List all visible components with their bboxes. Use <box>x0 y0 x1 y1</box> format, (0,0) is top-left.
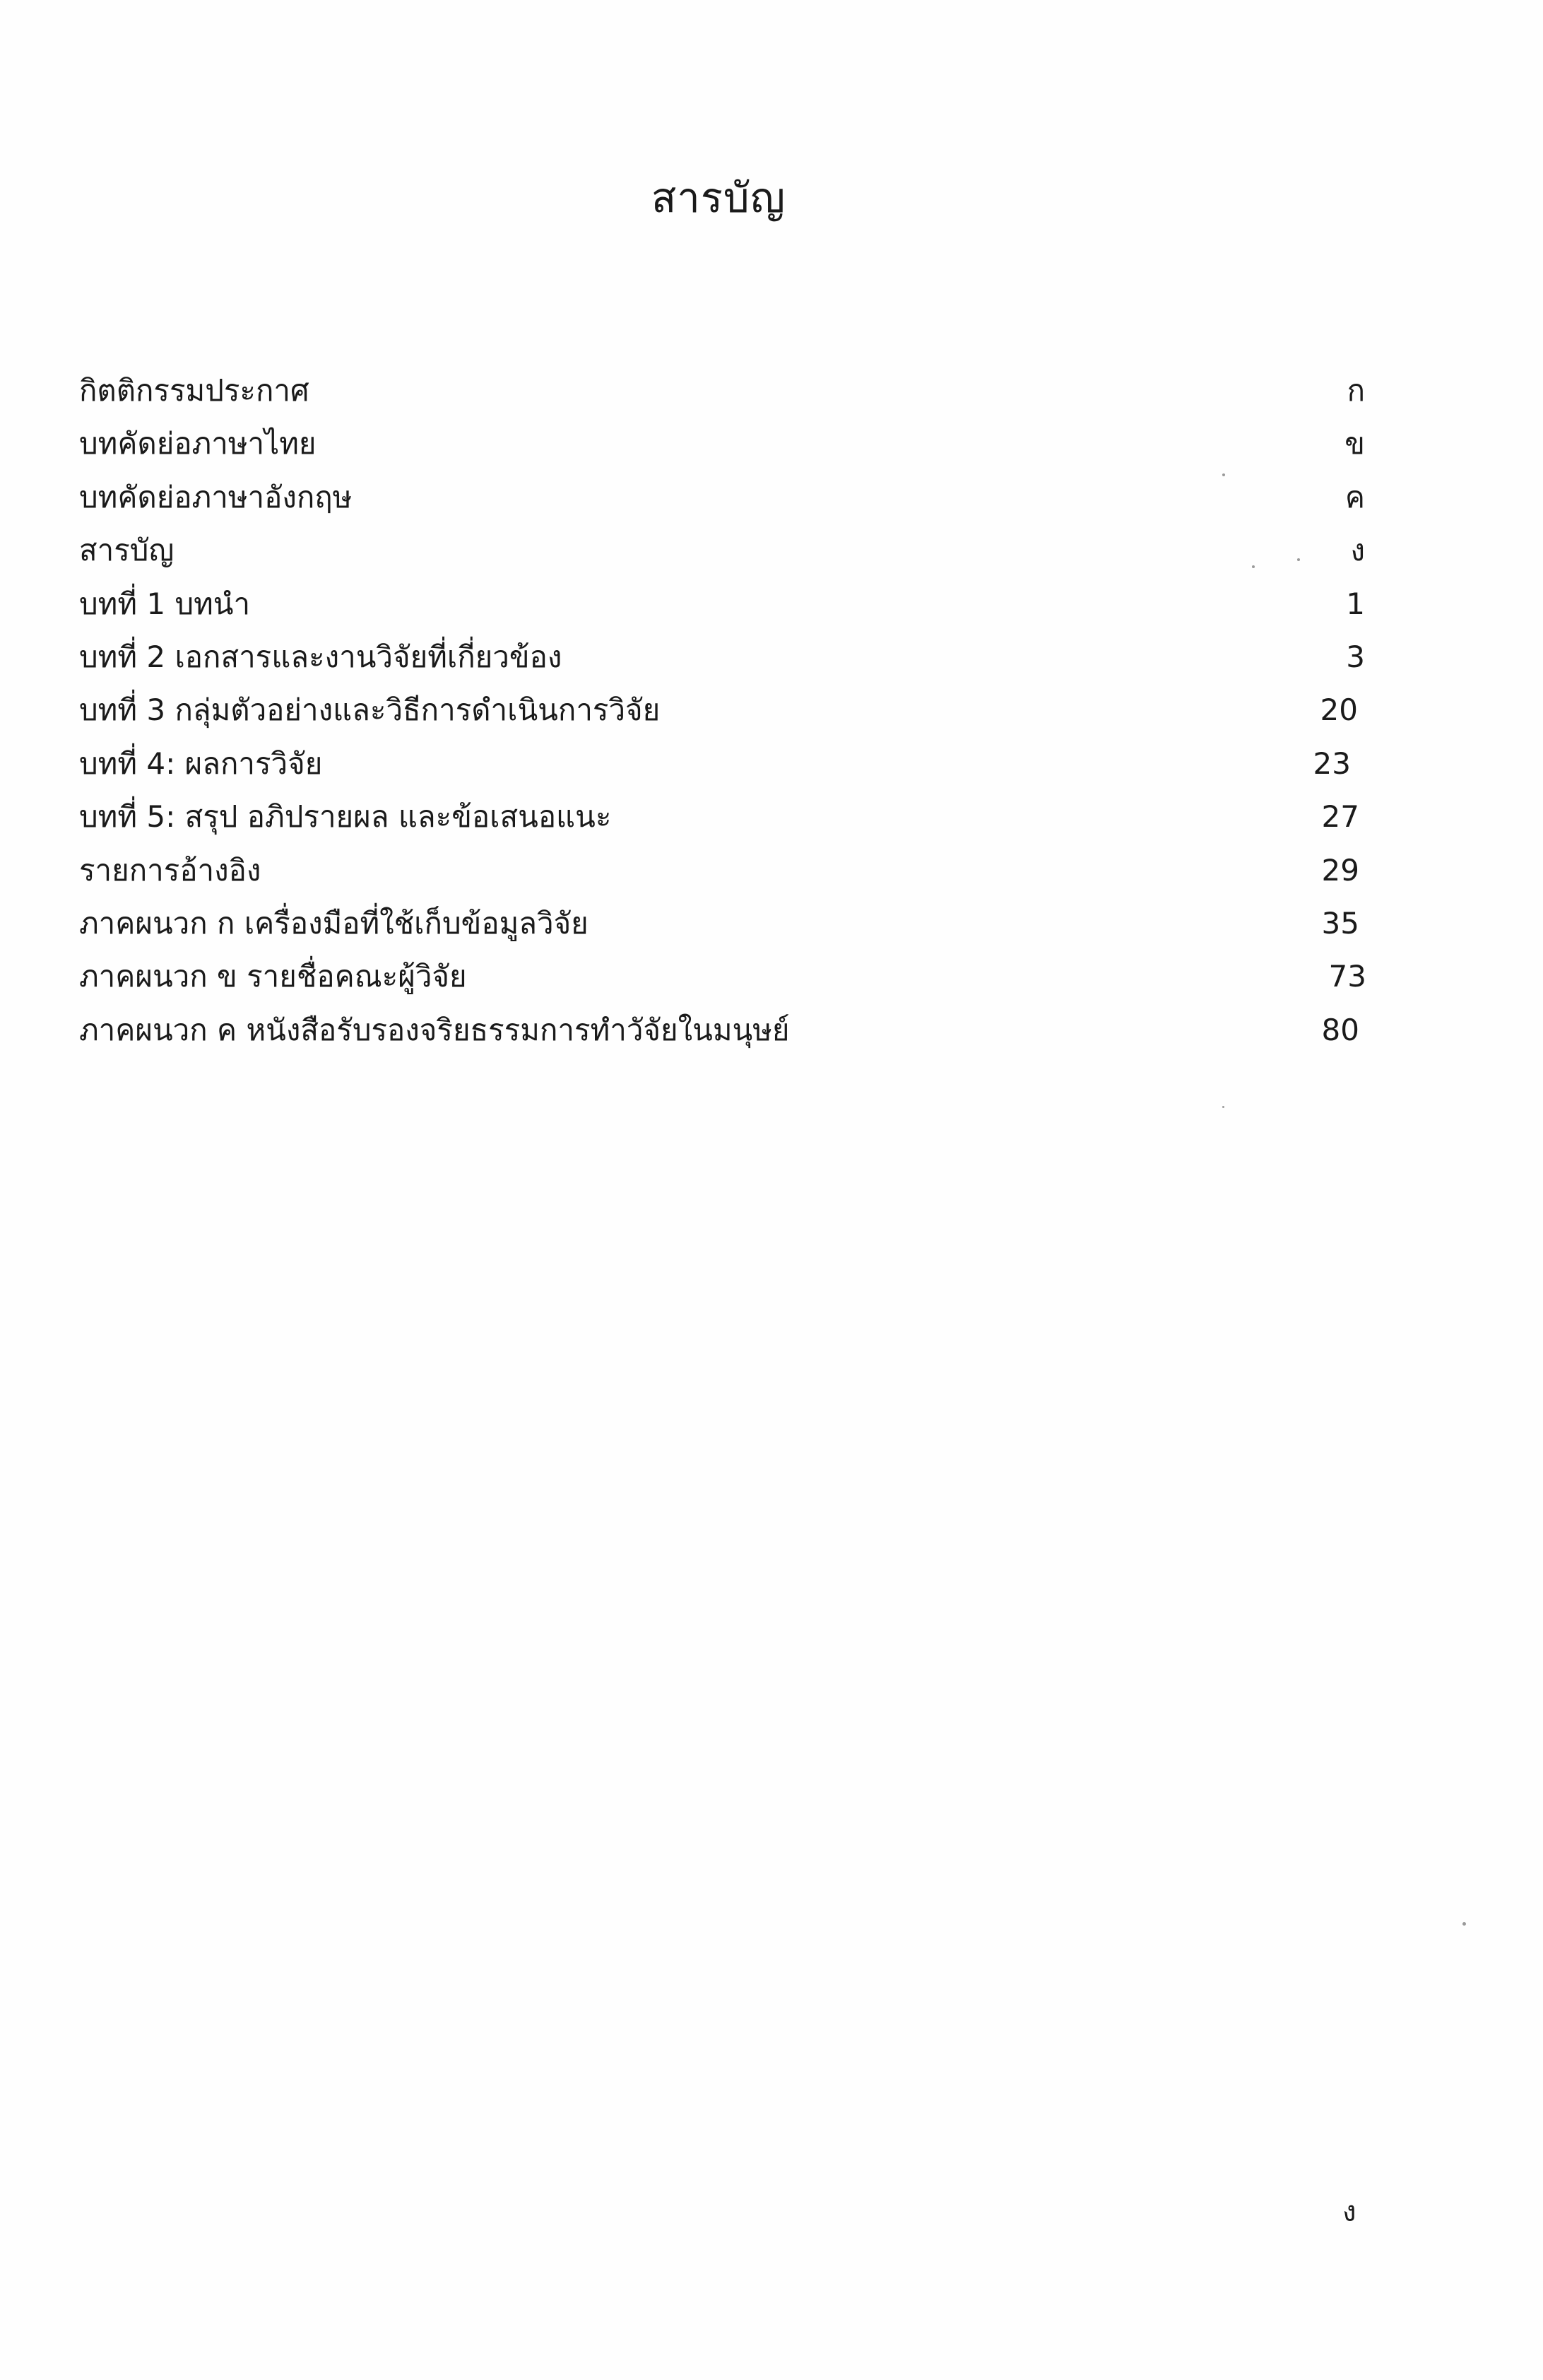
toc-entry-label: กิตติกรรมประกาศ <box>79 373 309 408</box>
toc-entry <box>79 683 1372 736</box>
toc-entry <box>79 524 1372 577</box>
toc-entry <box>79 577 1372 630</box>
toc-entry <box>79 630 1372 683</box>
toc-entry <box>79 897 1372 950</box>
toc-entry-label: บทที่ 3 กลุ่มตัวอย่างและวิธีการดำเนินการวิจัย <box>79 693 661 728</box>
toc-entry-label: บทคัดย่อภาษาอังกฤษ <box>79 479 353 514</box>
page-number: ง <box>1342 2196 1356 2228</box>
toc-entry <box>79 950 1372 1003</box>
toc-entry-page: ข <box>1344 426 1365 461</box>
toc-entry-page: 23 <box>1313 746 1351 781</box>
toc-entry-page: 35 <box>1321 905 1359 941</box>
toc-entry-label: รายการอ้างอิง <box>79 852 261 888</box>
page-title: สารบัญ <box>651 174 786 222</box>
toc-entry-label: บทที่ 5: สรุป อภิปรายผล และข้อเสนอแนะ <box>79 799 612 835</box>
toc-entry-page: ก <box>1347 373 1365 408</box>
scan-speck <box>1222 1106 1224 1108</box>
toc-entry <box>79 417 1372 470</box>
toc-entry-label: บทคัดย่อภาษาไทย <box>79 426 317 461</box>
table-of-contents <box>79 364 1372 1056</box>
scan-speck <box>1252 565 1255 568</box>
toc-entry <box>79 844 1372 897</box>
toc-entry-page: 1 <box>1346 586 1365 621</box>
scan-speck <box>1462 1922 1466 1926</box>
toc-entry-label: บทที่ 2 เอกสารและงานวิจัยที่เกี่ยวข้อง <box>79 639 562 674</box>
scan-speck <box>1297 558 1300 561</box>
toc-entry-label: ภาคผนวก ข รายชื่อคณะผู้วิจัย <box>79 959 467 994</box>
toc-entry-label: สารบัญ <box>79 533 175 568</box>
toc-entry-page: 3 <box>1346 639 1365 674</box>
toc-entry-page: ค <box>1344 479 1365 514</box>
toc-entry-page: 73 <box>1328 959 1366 994</box>
toc-entry-page: ง <box>1350 533 1365 568</box>
toc-entry-page: 29 <box>1321 852 1359 888</box>
toc-entry-label: บทที่ 1 บทนำ <box>79 586 251 621</box>
toc-entry-page: 27 <box>1321 799 1359 835</box>
toc-entry-label: บทที่ 4: ผลการวิจัย <box>79 746 323 781</box>
toc-entry <box>79 790 1372 843</box>
toc-entry-page: 20 <box>1320 693 1358 728</box>
toc-entry <box>79 1003 1372 1056</box>
toc-entry-label: ภาคผนวก ค หนังสือรับรองจริยธรรมการทำวัจัยในมนุษย์ <box>79 1012 790 1047</box>
scan-speck <box>1222 473 1225 476</box>
toc-entry-label: ภาคผนวก ก เครื่องมือที่ใช้เก็บข้อมูลวิจัย <box>79 905 589 941</box>
toc-entry <box>79 364 1372 417</box>
toc-entry-page: 80 <box>1321 1012 1359 1047</box>
toc-entry <box>79 471 1372 524</box>
toc-entry <box>79 737 1372 790</box>
